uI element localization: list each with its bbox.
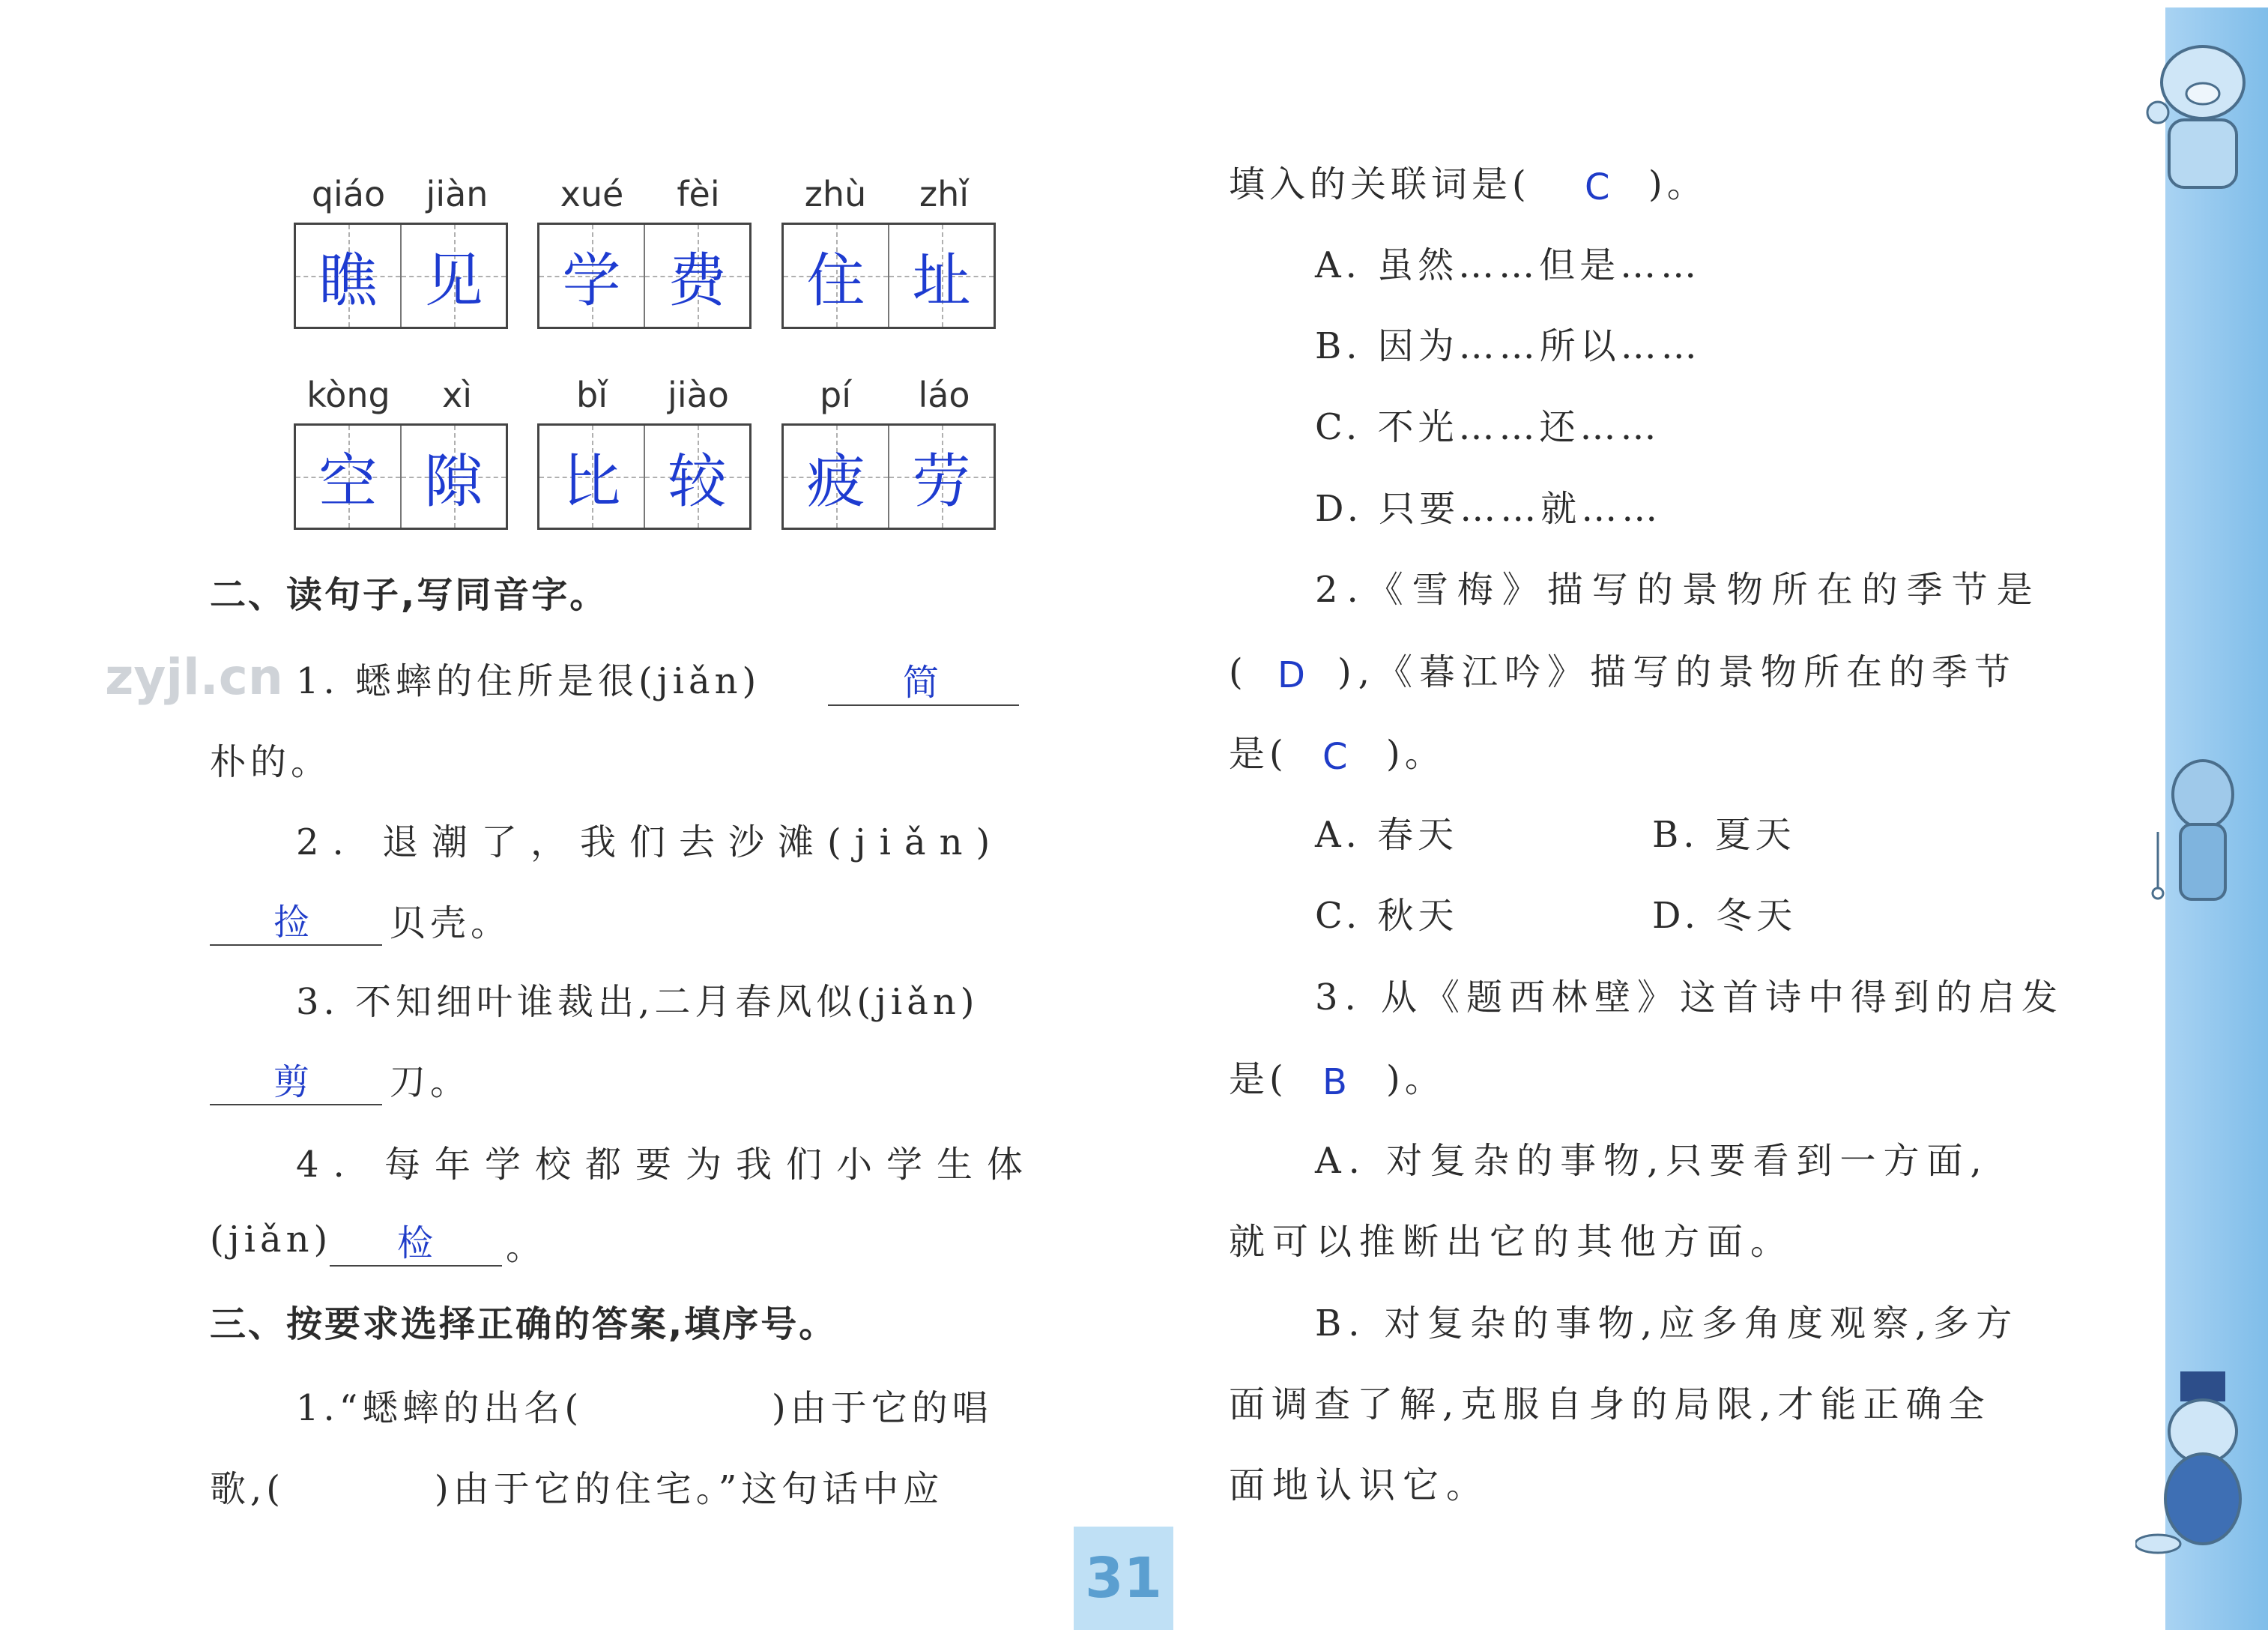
question-text: )。	[1386, 1058, 1445, 1100]
answer-char: 隙	[424, 448, 483, 516]
option-text: D. 冬天	[1652, 895, 1797, 937]
writing-grid	[294, 223, 508, 329]
question-text: )由于它的住宅。”这句话中应	[435, 1468, 944, 1510]
question-text: 歌,(	[210, 1468, 285, 1510]
section-heading: 二、读句子,写同音字。	[210, 574, 608, 616]
question-text: 刀。	[390, 1061, 471, 1103]
question-text: 4. 每年学校都要为我们小学生体	[296, 1144, 1038, 1186]
writing-grid	[294, 423, 508, 530]
answer-char: 较	[668, 448, 727, 516]
writing-grid	[781, 423, 996, 530]
option-text: C. 秋天	[1315, 895, 1459, 937]
option-text: C. 不光……还……	[1315, 406, 1661, 448]
answer-text: B	[1322, 1061, 1347, 1103]
option-text: D. 只要……就……	[1315, 488, 1663, 530]
writing-grid	[537, 223, 752, 329]
pinyin: zhǐ	[919, 174, 970, 214]
option-text: 面调查了解,克服自身的局限,才能正确全	[1229, 1383, 1992, 1425]
section-heading: 三、按要求选择正确的答案,填序号。	[210, 1303, 838, 1345]
option-text: B. 夏天	[1652, 814, 1796, 856]
page-number-text: 31	[1085, 1546, 1162, 1611]
question-text: )。	[1648, 163, 1708, 205]
pinyin: láo	[918, 375, 970, 415]
question-text: 3. 从《题西林壁》这首诗中得到的启发	[1315, 977, 2065, 1018]
question-text: 贝壳。	[390, 902, 512, 944]
option-text: A. 春天	[1315, 814, 1459, 856]
answer-text: 简	[903, 662, 940, 704]
pinyin: bǐ	[576, 375, 608, 415]
answer-char: 疲	[806, 448, 865, 516]
answer-text: 捡	[273, 902, 310, 944]
answer-text: 剪	[273, 1061, 310, 1103]
answer-text: C	[1585, 166, 1610, 208]
option-text: B. 因为……所以……	[1315, 325, 1702, 367]
answer-text: D	[1277, 654, 1305, 696]
cartoon-duck-icon	[2135, 1364, 2263, 1566]
question-text: 填入的关联词是(	[1229, 163, 1531, 205]
question-text: 是(	[1229, 1058, 1288, 1100]
answer-char: 见	[424, 247, 483, 315]
pinyin: jiào	[668, 375, 729, 415]
question-text: )。	[1386, 733, 1445, 775]
option-text: A. 虽然……但是……	[1315, 244, 1702, 286]
answer-char: 瞧	[318, 247, 378, 315]
question-text: 是(	[1229, 733, 1288, 775]
pinyin: kòng	[306, 375, 390, 415]
answer-char: 住	[806, 247, 865, 315]
question-text: 1.“蟋蟀的出名(	[296, 1387, 584, 1429]
answer-char: 劳	[912, 448, 971, 516]
pinyin: qiáo	[311, 174, 386, 214]
pinyin: zhù	[804, 174, 867, 214]
pinyin: xì	[441, 375, 472, 415]
pinyin: xué	[560, 174, 624, 214]
answer-char: 址	[912, 247, 971, 315]
question-text: 3. 不知细叶谁裁出,二月春风似(jiǎn)	[296, 981, 979, 1023]
pinyin: fèi	[677, 174, 720, 214]
question-text: )由于它的唱	[772, 1387, 993, 1429]
writing-grid	[781, 223, 996, 329]
option-text: B. 对复杂的事物,应多角度观察,多方	[1315, 1303, 2019, 1344]
pinyin: jiàn	[426, 174, 489, 214]
watermark: zyjl.cn	[105, 648, 283, 706]
question-text: (	[1229, 651, 1248, 693]
cartoon-wolf-icon	[2128, 749, 2263, 922]
question-text: 1. 蟋蟀的住所是很(jiǎn)	[296, 660, 761, 702]
option-text: 面地认识它。	[1229, 1464, 1490, 1506]
answer-char: 空	[318, 448, 378, 516]
pinyin: pí	[820, 375, 851, 415]
answer-char: 学	[562, 247, 621, 315]
answer-text: 检	[397, 1222, 434, 1264]
option-text: A. 对复杂的事物,只要看到一方面,	[1315, 1140, 1989, 1182]
page-number	[1074, 1527, 1173, 1630]
answer-char: 比	[562, 448, 621, 516]
question-text: 2.《雪梅》描写的景物所在的季节是	[1315, 569, 2042, 611]
question-text: 朴的。	[210, 741, 332, 783]
writing-grid	[537, 423, 752, 530]
question-text: 2. 退潮了，我们去沙滩(jiǎn)	[296, 821, 1004, 863]
cartoon-pig-icon	[2128, 30, 2263, 202]
question-text: 。	[506, 1226, 547, 1268]
question-text: (jiǎn)	[210, 1219, 333, 1261]
answer-char: 费	[668, 247, 727, 315]
question-text: ),《暮江吟》描写的景物所在的季节	[1337, 651, 2017, 693]
option-text: 就可以推断出它的其他方面。	[1229, 1221, 1794, 1263]
answer-text: C	[1322, 736, 1348, 778]
